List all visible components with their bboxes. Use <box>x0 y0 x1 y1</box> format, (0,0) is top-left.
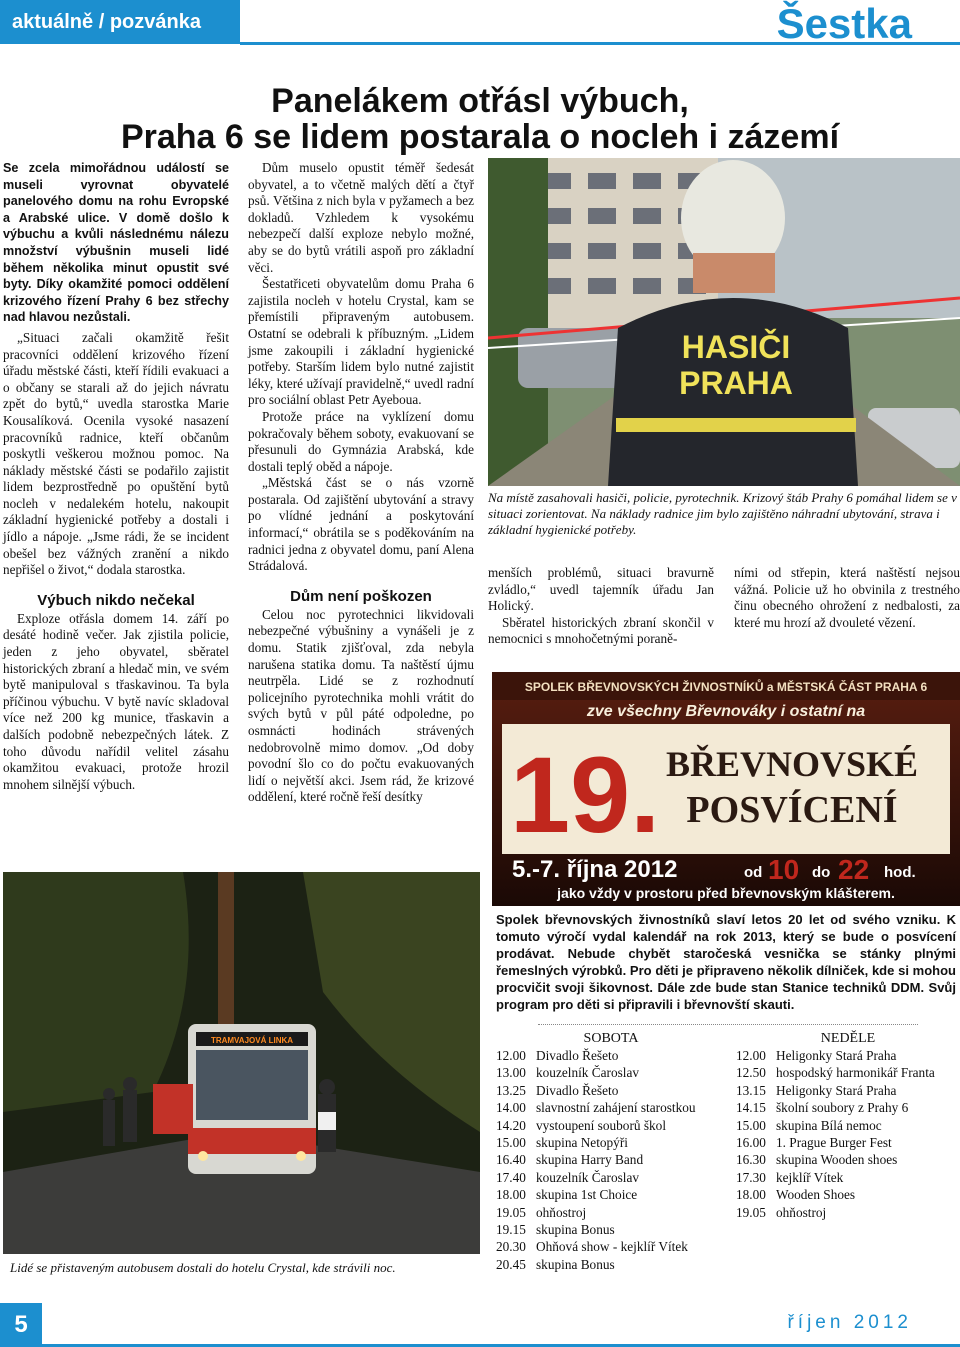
schedule-item <box>736 1047 960 1064</box>
schedule-item <box>496 1238 726 1255</box>
schedule-time: 12.00 <box>736 1048 766 1063</box>
schedule-time: 18.00 <box>496 1187 526 1203</box>
vest-text-line2: PRAHA <box>679 365 793 401</box>
section-tag: aktuálně / pozvánka <box>0 0 240 44</box>
schedule-saturday <box>496 1031 726 1273</box>
schedule-item <box>736 1064 960 1081</box>
schedule-item <box>496 1221 726 1238</box>
schedule-event: skupina Bonus <box>536 1256 615 1272</box>
schedule-event: skupina 1st Choice <box>536 1187 638 1203</box>
page-number: 5 <box>0 1303 42 1347</box>
schedule-item <box>736 1117 960 1134</box>
poster-artwork <box>492 672 960 906</box>
issue-date: říjen 2012 <box>787 1312 912 1333</box>
event-poster <box>492 672 960 906</box>
schedule-item <box>736 1186 960 1203</box>
schedule-event: vystoupení souborů škol <box>536 1117 667 1133</box>
schedule-event: skupina Wooden shoes <box>776 1152 898 1168</box>
announcement: Spolek břevnovských živnostníků slaví letos 20 let od svého vzniku. K tomuto výročí vydal kalendář na rok 2013, který se bude o posvícení prodávat. Nebude chybět staročeská vesnička se stánky plnými řemeslných výrobků. Pro děti je připraveno několik dílniček, kde si mohou procvičit svoji šikovnost. Dále zde bude stan Stanice techniků DDM. Svůj program pro děti si připravili i břevnovští skauti. <box>496 912 956 1012</box>
schedule-time: 17.30 <box>736 1169 766 1185</box>
schedule-event: ohňostroj <box>536 1204 587 1220</box>
schedule-event: Ohňová show - kejklíř Vítek <box>536 1239 688 1255</box>
schedule-event: Heligonky Stará Praha <box>776 1048 897 1063</box>
schedule-item <box>496 1256 726 1273</box>
paragraph: Exploze otřásla domem 14. září po desáté hodině večer. Jak zjistila policie, jeden z jeho obyvatel, sběratel historických zbraní a hledač min, ve svém bytě manipuloval s třaskavinou. Ta byla příčinou výbuchu. V bytě navíc skladoval více než 200 kg munice, třaskavin a dalších podobně nebezpečných látek. Z toho důvodu nařídil velitel zásahu okamžitou evakuaci, protože hrozil mnohem silnější výbuch. <box>3 610 229 792</box>
schedule-event: kouzelník Čaroslav <box>536 1169 640 1185</box>
schedule-item <box>496 1047 726 1064</box>
schedule-time: 19.05 <box>736 1204 766 1220</box>
column-2 <box>248 160 474 806</box>
poster-number: 19. <box>510 734 661 855</box>
paragraph: Protože práce na vyklízení domu pokračovaly během soboty, evakuovaní se přesunuli do Gymnázia Arabská, kde dostali teplý oběd a nápoje. <box>248 408 474 474</box>
schedule-time: 13.00 <box>496 1065 526 1081</box>
schedule-event: slavnostní zahájení starostkou <box>536 1100 696 1116</box>
paragraph: „Situaci začali okamžitě řešit pracovníci oddělení krizového řízení úřadu městské části, kteří řídili evakuaci a o občany se starali až do jejich návratu zpět do bytů,“ uvedla starostka Marie Kousalíková. Ocenila vysoké nasazení pracovníků radnice, kteří občanům poskytli veškerou možnou pomoc. Na náklady městské části se podařilo zajistit lidem bezprostředně po opuštění bytů nocleh v nedalekém hotelu, nakoupit základní hygienické potřeby a dostali i jídlo a nápoje. „Jsme rádi, že se incident obešel bez vážných zranění a nikdo nepřišel o život,“ dodala starostka. <box>3 329 229 578</box>
headline-line1: Panelákem otřásl výbuch, <box>271 82 689 120</box>
schedule-item <box>496 1082 726 1099</box>
schedule-time: 17.40 <box>496 1169 526 1185</box>
subheading-explosion: Výbuch nikdo nečekal <box>37 591 195 609</box>
schedule-time: 14.15 <box>736 1100 766 1116</box>
schedule-time: 16.40 <box>496 1152 526 1168</box>
schedule-event: Divadlo Řešeto <box>536 1048 619 1063</box>
schedule-time: 14.20 <box>496 1117 526 1133</box>
schedule-item <box>496 1064 726 1081</box>
poster-dates: 5.-7. října 2012 <box>512 856 678 883</box>
schedule-time: 14.00 <box>496 1100 526 1116</box>
bus-destination-sign: TRAMVAJOVÁ LINKA <box>210 1036 294 1045</box>
schedule-item <box>496 1117 726 1134</box>
schedule-time: 19.15 <box>496 1222 526 1238</box>
schedule-item <box>736 1169 960 1186</box>
schedule-time: 15.00 <box>496 1135 526 1151</box>
vest-text-line1: HASIČI <box>681 329 791 365</box>
saturday-heading: SOBOTA <box>583 1031 639 1046</box>
schedule-event: Wooden Shoes <box>776 1187 856 1203</box>
schedule-event: kouzelník Čaroslav <box>536 1065 640 1081</box>
poster-hour-label: hod. <box>884 864 916 881</box>
divider <box>538 1024 918 1025</box>
schedule-event: Divadlo Řešeto <box>536 1082 619 1098</box>
sunday-heading: NEDĚLE <box>820 1031 876 1046</box>
photo-bus-image <box>3 872 480 1254</box>
schedule-item <box>736 1204 960 1221</box>
schedule-time: 13.15 <box>736 1082 766 1098</box>
paragraph: Šestatřiceti obyvatelům domu Praha 6 zajistila nocleh v hotelu Crystal, kam se přemístili připraveným autobusem. Ostatní se odebrali k příbuzným. „Lidem jsme zakoupili i základní hygienické potřeby. Starším lidem bylo nutné zajistit léky, které užívají pravidelně,“ uvedl radní pro sociální oblast Petr Ayeboua. <box>248 276 474 408</box>
column-4 <box>734 565 960 631</box>
photo-bus <box>3 872 480 1254</box>
schedule-item <box>496 1186 726 1203</box>
schedule-item <box>736 1099 960 1116</box>
schedule-event: skupina Bonus <box>536 1222 615 1238</box>
photo-firefighters <box>488 158 960 486</box>
schedule-event: školní soubory z Prahy 6 <box>776 1100 909 1116</box>
paragraph: „Městská část se o nás vzorně postarala. Od zajištění ubytování a stravy po vlídné jednání a poskytování informací,“ obrátila se s poděkováním na radnici jedna z obyvatel domu, paní Alena Strádalová. <box>248 475 474 574</box>
poster-to-label: do <box>812 864 831 881</box>
schedule-item <box>736 1082 960 1099</box>
schedule-time: 20.45 <box>496 1256 526 1272</box>
poster-sub-line: zve všechny Břevnováky i ostatní na <box>586 703 866 720</box>
schedule-time: 13.25 <box>496 1082 526 1098</box>
magazine-brand: Šestka <box>776 0 912 47</box>
subheading-house: Dům není poškozen <box>290 587 432 605</box>
poster-from-label: od <box>744 864 763 881</box>
schedule-item <box>496 1099 726 1116</box>
schedule-event: skupina Netopýři <box>536 1135 628 1151</box>
schedule-event: Heligonky Stará Praha <box>776 1082 897 1098</box>
schedule-event: hospodský harmonikář Franta <box>776 1065 935 1081</box>
schedule-time: 19.05 <box>496 1204 526 1220</box>
caption-firefighters: Na místě zasahovali hasiči, policie, pyrotechnik. Krizový štáb Prahy 6 pomáhal lidem se v situaci zorientovat. Na náklady radnice jim bylo zajištěno náhradní ubytování, strava i základní hygienické potřeby. <box>488 490 957 537</box>
schedule-item <box>496 1169 726 1186</box>
poster-top-line: SPOLEK BŘEVNOVSKÝCH ŽIVNOSTNÍKŮ a MĚSTSKÁ ČÁST PRAHA 6 <box>524 680 928 694</box>
article-lead: Se zcela mimořádnou událostí se museli vyrovnat obyvatelé panelového domu na rohu Evropské a Arabské ulice. V domě došlo k výbuchu a kvůli následnému nálezu množství výbušnin museli lidé během několika minut opustit své byty. Díky okamžité pomoci oddělení krizového řízení Prahy 6 bez střechy nad hlavou nezůstali. <box>3 161 229 325</box>
schedule-time: 12.00 <box>496 1048 526 1063</box>
schedule-event: 1. Prague Burger Fest <box>776 1135 892 1151</box>
schedule-event: ohňostroj <box>776 1204 827 1220</box>
paragraph: menších problémů, situaci bravurně zvládlo,“ uvedl tajemník úřadu Jan Holický. <box>488 565 714 614</box>
sunday-list <box>736 1047 960 1221</box>
schedule-time: 16.30 <box>736 1152 766 1168</box>
schedule-item <box>736 1134 960 1151</box>
paragraph: Sběratel historických zbraní skončil v nemocnici s mnohočetnými poraně- <box>488 614 714 647</box>
schedule-item <box>736 1151 960 1168</box>
saturday-list <box>496 1047 726 1273</box>
schedule-time: 15.00 <box>736 1117 766 1133</box>
poster-title-2: POSVÍCENÍ <box>686 789 898 831</box>
schedule-item <box>496 1204 726 1221</box>
schedule-event: skupina Bílá nemoc <box>776 1117 882 1133</box>
poster-title-1: BŘEVNOVSKÉ <box>665 744 919 784</box>
schedule-event: skupina Harry Band <box>536 1152 644 1168</box>
schedule-time: 12.50 <box>736 1065 766 1081</box>
headline-line2: Praha 6 se lidem postarala o nocleh i zázemí <box>120 118 840 156</box>
column-1 <box>3 160 229 793</box>
schedule-item <box>496 1134 726 1151</box>
paragraph: Dům muselo opustit téměř šedesát obyvatel, a to včetně malých dětí a čtyř psů. Většina z nich byla v pyžamech a bez dokladů. Vzhledem k vysokému nebezpečí další exploze nebylo možné, aby se do bytů vrátili aspoň pro základní věci. <box>248 160 474 275</box>
column-3 <box>488 565 714 648</box>
schedule-time: 16.00 <box>736 1135 766 1151</box>
poster-place: jako vždy v prostoru před břevnovským klášterem. <box>557 885 895 901</box>
poster-from-hour: 10 <box>768 854 800 885</box>
caption-bus: Lidé se přistaveným autobusem dostali do hotelu Crystal, kde strávili noc. <box>10 1260 396 1275</box>
schedule-time: 18.00 <box>736 1187 766 1203</box>
schedule-item <box>496 1151 726 1168</box>
schedule-event: kejklíř Vítek <box>776 1169 844 1185</box>
schedule-sunday <box>736 1031 960 1221</box>
schedule-time: 20.30 <box>496 1239 526 1255</box>
paragraph: ními od střepin, která naštěstí nejsou vážná. Policie už ho obvinila z trestného činu obecného ohrožení z nedbalosti, za které mu hrozí až dvouleté vězení. <box>734 565 960 630</box>
poster-to-hour: 22 <box>838 854 870 885</box>
paragraph: Celou noc pyrotechnici likvidovali nebezpečné výbušniny a vynášeli je z domu. Statik zjišťoval, zda nebyla narušena statika domu. Ta naštěstí újmu neutrpěla. Lidé se z rozhodnutí policejního pyrotechnika mohli vrátit do svých bytů v půl páté odpoledne, po osmnácti hodinách strávených nedobrovolně mimo domov. „Od doby povodní šlo co do počtu evakuovaných lidí o největší akci. Jsem rád, že krizové oddělení, které ročně řeší desítky <box>248 606 474 805</box>
photo-firefighters-image <box>488 158 960 486</box>
